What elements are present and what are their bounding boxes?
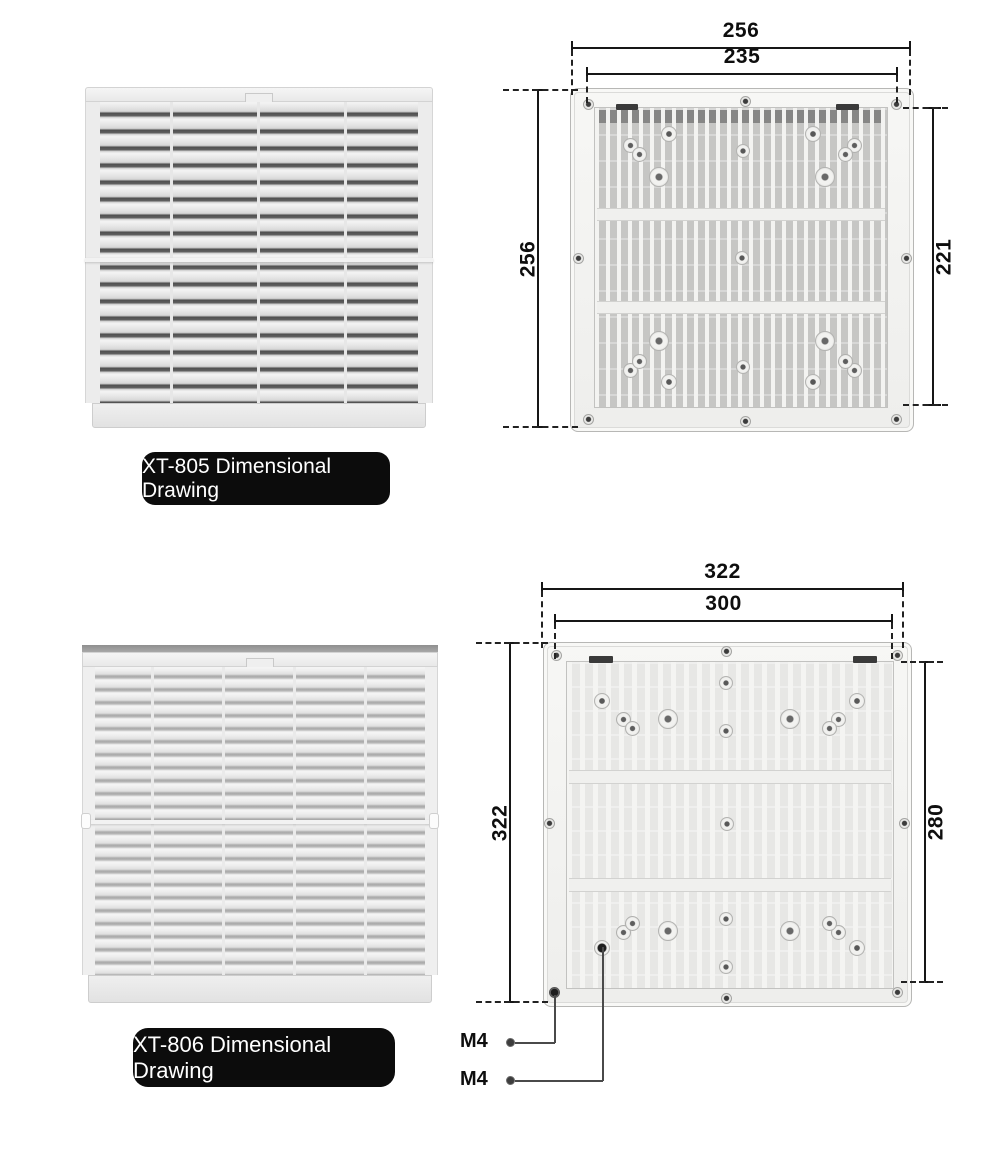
- double-boss: [822, 916, 846, 940]
- screw-boss: [849, 693, 865, 709]
- corner-screw: [892, 987, 903, 998]
- edge-screw: [740, 416, 751, 427]
- grille-base: [88, 975, 432, 1003]
- leader-line: [515, 1080, 603, 1082]
- center-boss: [719, 960, 733, 974]
- vent-slot-row: [599, 110, 883, 123]
- dim-806-outer-width: [542, 560, 903, 590]
- mounting-boss: [658, 921, 678, 941]
- corner-screw: [583, 99, 594, 110]
- edge-screw: [573, 253, 584, 264]
- xt805-rear-view: [570, 88, 914, 432]
- dim-806-outer-height: [488, 643, 512, 1002]
- screw-boss: [594, 693, 610, 709]
- dim-value: 235: [723, 45, 761, 68]
- corner-screw: [551, 650, 562, 661]
- mounting-boss: [780, 921, 800, 941]
- center-boss: [736, 360, 750, 374]
- dim-value: 322: [488, 804, 512, 841]
- extension-line: [903, 404, 948, 406]
- m4-label-1: M4: [460, 1030, 488, 1052]
- extension-line: [909, 50, 911, 95]
- edge-screw: [544, 818, 555, 829]
- cap-center-tab: [245, 93, 273, 102]
- center-boss: [719, 912, 733, 926]
- double-boss: [838, 138, 862, 162]
- extension-line: [541, 591, 543, 648]
- extension-line: [901, 661, 943, 663]
- extension-line: [476, 1001, 548, 1003]
- screw-boss: [849, 940, 865, 956]
- corner-screw: [892, 650, 903, 661]
- double-boss: [616, 712, 640, 736]
- dim-value: 256: [516, 240, 540, 277]
- center-boss: [719, 724, 733, 738]
- extension-line: [902, 591, 904, 648]
- leader-dot: [506, 1076, 515, 1085]
- corner-screw: [583, 414, 594, 425]
- clip-tab: [589, 656, 613, 663]
- badge-label: XT-806 Dimensional Drawing: [133, 1031, 332, 1083]
- double-boss: [616, 916, 640, 940]
- grille-seam: [82, 820, 438, 824]
- double-boss: [822, 712, 846, 736]
- double-boss: [623, 138, 647, 162]
- mounting-boss: [815, 167, 835, 187]
- corner-screw: [891, 414, 902, 425]
- badge-label: XT-805 Dimensional Drawing: [142, 454, 332, 502]
- edge-screw: [721, 993, 732, 1004]
- edge-screw: [721, 646, 732, 657]
- screw-boss: [805, 374, 821, 390]
- dim-value: 221: [932, 238, 956, 275]
- mounting-boss: [649, 331, 669, 351]
- dim-805-inner-width: [587, 45, 897, 75]
- xt806-front-view: [82, 645, 438, 1003]
- filter-band: [569, 770, 891, 784]
- leader-line: [554, 995, 556, 1043]
- center-boss: [719, 676, 733, 690]
- xt805-front-view: [85, 87, 433, 428]
- leader-line: [515, 1042, 555, 1044]
- extension-line: [903, 107, 948, 109]
- extension-line: [896, 76, 898, 103]
- extension-line: [554, 623, 556, 659]
- edge-screw: [899, 818, 910, 829]
- center-boss: [736, 144, 750, 158]
- center-boss: [735, 251, 749, 265]
- dim-value: 322: [704, 560, 741, 583]
- grille-top-cap: [82, 652, 438, 667]
- mounting-boss: [649, 167, 669, 187]
- dim-value: 300: [705, 592, 742, 615]
- grille-top-edge: [82, 645, 438, 652]
- side-clip: [429, 813, 439, 829]
- extension-line: [503, 426, 578, 428]
- mounting-boss: [658, 709, 678, 729]
- extension-line: [503, 89, 578, 91]
- mounting-boss: [780, 709, 800, 729]
- double-boss: [623, 354, 647, 378]
- leader-line: [602, 947, 604, 1081]
- edge-screw: [740, 96, 751, 107]
- mounting-boss: [815, 331, 835, 351]
- dim-806-inner-width: [555, 592, 892, 622]
- louver-grille: [85, 102, 433, 403]
- xt806-badge: [133, 1028, 395, 1087]
- extension-line: [901, 981, 943, 983]
- edge-screw: [901, 253, 912, 264]
- leader-dot: [506, 1038, 515, 1047]
- dim-value: 256: [722, 19, 760, 42]
- extension-line: [586, 76, 588, 103]
- center-boss: [720, 817, 734, 831]
- screw-boss: [805, 126, 821, 142]
- clip-tab: [616, 104, 638, 110]
- grille-base: [92, 403, 426, 428]
- double-boss: [838, 354, 862, 378]
- extension-line: [891, 623, 893, 659]
- m4-label-2: M4: [460, 1068, 488, 1090]
- dim-805-outer-height: [516, 90, 540, 427]
- xt805-badge: [142, 452, 390, 505]
- extension-line: [476, 642, 548, 644]
- grille-seam: [85, 258, 433, 262]
- screw-boss: [661, 374, 677, 390]
- side-clip: [81, 813, 91, 829]
- dim-806-inner-height: [924, 662, 948, 982]
- clip-tab: [853, 656, 877, 663]
- xt806-rear-view: [543, 642, 912, 1007]
- cap-center-tab: [246, 658, 274, 667]
- filter-band: [569, 878, 891, 892]
- dim-value: 280: [924, 803, 948, 841]
- filter-band: [597, 208, 885, 221]
- grille-top-cap: [85, 87, 433, 102]
- filter-band: [597, 301, 885, 314]
- screw-boss: [661, 126, 677, 142]
- clip-tab: [836, 104, 859, 110]
- dim-805-inner-height: [932, 108, 956, 405]
